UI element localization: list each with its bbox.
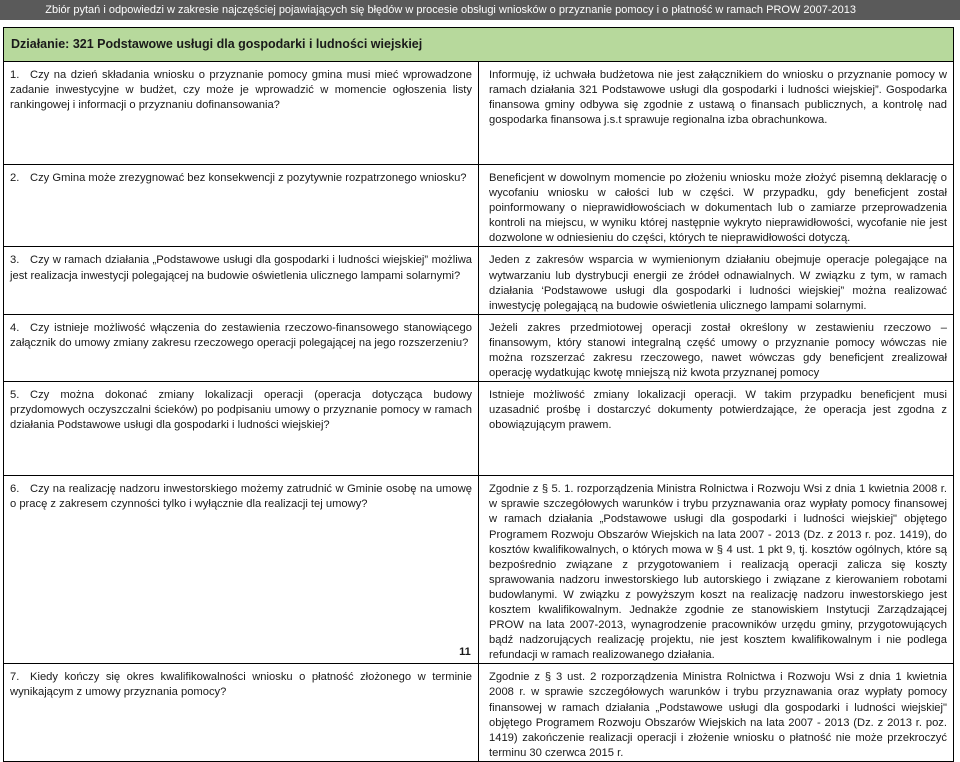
- question-text: Czy istnieje możliwość włączenia do zestawienia rzeczowo-finansowego stanowiącego załącznik do umowy zmiany zakresu rzeczowego operacji polegającej na jego rozszerzeniu?: [10, 321, 472, 349]
- table-row: [4, 664, 954, 762]
- question-text: Czy można dokonać zmiany lokalizacji operacji (operacja dotycząca budowy przydomowych oczyszczalni ścieków) po podpisaniu umowy o przyznanie pomocy w ramach działania Podstawowe usługi dla gospodarki i ludności wiejskiej?: [10, 389, 472, 432]
- answer-cell: [479, 382, 954, 476]
- page-number: 11: [459, 646, 471, 658]
- question-number: 4.: [10, 321, 20, 334]
- question-number: 7.: [10, 671, 20, 684]
- question-cell: [4, 247, 479, 314]
- question-text: Czy w ramach działania „Podstawowe usługi dla gospodarki i ludności wiejskiej” możliwa jest realizacja inwestycji polegającej na budowie oświetlenia ulicznego lampami solarnymi?: [10, 254, 472, 282]
- answer-cell: [479, 247, 954, 314]
- question-number: 3.: [10, 254, 20, 267]
- answer-cell: [479, 314, 954, 381]
- question-text: Czy na dzień składania wniosku o przyznanie pomocy gmina musi mieć wprowadzone zadanie inwestycyjne w budżet, czy może je wprowadzić w momencie ogłoszenia listy rankingowej i informacji o przyznaniu dofinansowania?: [10, 69, 472, 112]
- question-number: 6.: [10, 483, 20, 496]
- question-text: Czy Gmina może zrezygnować bez konsekwencji z pozytywnie rozpatrzonego wniosku?: [30, 172, 467, 184]
- question-cell: [4, 165, 479, 247]
- answer-cell: [479, 664, 954, 762]
- question-cell: [4, 382, 479, 476]
- answer-cell: [479, 476, 954, 664]
- answer-text: Beneficjent w dowolnym momencie po złożeniu wniosku może złożyć pisemną deklarację o wycofaniu wniosku w całości lub w części. W przypadku, gdy beneficjent został poinformowany o nieprawidłowościach w dokumentach lub o zamiarze przeprowadzenia kontroli na miejscu, w wyniku której następnie wykryto nieprawidłowości, wycofanie nie jest dozwolone w odniesieniu do części, których te nieprawidłowości dotyczą.: [489, 172, 947, 245]
- question-cell: [4, 476, 479, 664]
- answer-text: Jeden z zakresów wsparcia w wymienionym działaniu obejmuje operacje polegające na wytwarzaniu lub dystrybucji energii ze źródeł odnawialnych. W związku z tym, w ramach działania ‘Podstawowe usługi dla gospodarki i ludności wiejskiej” można realizować inwestycję polegającą na budowie oświetlenia ulicznego lampami solarnymi.: [489, 254, 947, 312]
- table-row: [4, 165, 954, 247]
- table-row: [4, 476, 954, 664]
- table-row: [4, 314, 954, 381]
- table-row: [4, 382, 954, 476]
- answer-text: Zgodnie z § 3 ust. 2 rozporządzenia Ministra Rolnictwa i Rozwoju Wsi z dnia 1 kwietnia 2008 r. w sprawie szczegółowych warunków i trybu przyznawania oraz wypłaty pomocy finansowej w ramach działania „Podstawowe usługi dla gospodarki i ludności wiejskiej" objętego Programem Rozwoju Obszarów Wiejskich na lata 2007 - 2013 (Dz. z 2013 r. poz. 1419) zakończenie realizacji operacji i złożenie wniosku o płatność nie może przekroczyć terminu 30 czerwca 2015 r.: [489, 671, 947, 759]
- question-number: 2.: [10, 172, 20, 184]
- question-cell: [4, 314, 479, 381]
- document-header-title: Zbiór pytań i odpowiedzi w zakresie najczęściej pojawiających się błędów w procesie obsługi wniosków o przyznanie pomocy i o płatność w ramach PROW 2007-2013: [45, 4, 856, 16]
- question-cell: [4, 664, 479, 762]
- answer-text: Zgodnie z § 5. 1. rozporządzenia Ministra Rolnictwa i Rozwoju Wsi z dnia 1 kwietnia 2008 r. w sprawie szczegółowych warunków i trybu przyznawania oraz wypłaty pomocy finansowej w ramach działania „Podstawowe usługi dla gospodarki i ludności wiejskiej" objętego Programem Rozwoju Obszarów Wiejskich na lata 2007 - 2013 (Dz. z 2013 r. poz. 1419), do kosztów kwalifikowalnych, o których mowa w § 4 ust. 1 pkt 9, tj. kosztów ogólnych, które są bezpośrednio związane z przygotowaniem i realizacją operacji zalicza się koszty sprawowania nadzoru inwestorskiego lub autorskiego i związane z kierowaniem robotami budowlanymi. W związku z powyższym koszt na realizację nadzoru inwestorskiego jest kosztem kwalifikowalnym. Jednakże zgodnie ze stanowiskiem Instytucji Zarządzającej PROW na lata 2007-2013, wynagrodzenie pracowników urzędu gminy, przygotowujących bądź nadzorujących realizację projektu, nie jest kosztem kwalifikowalnym i nie podlega refundacji w ramach realizowanego działania.: [489, 483, 947, 662]
- question-text: Czy na realizację nadzoru inwestorskiego możemy zatrudnić w Gminie osobę na umowę o pracę z zakresem czynności tylko i wyłącznie dla realizacji tej umowy?: [10, 483, 472, 511]
- table-row: [4, 62, 954, 165]
- section-title: Działanie: 321 Podstawowe usługi dla gospodarki i ludności wiejskiej: [4, 28, 954, 62]
- answer-text: Informuję, iż uchwała budżetowa nie jest załącznikiem do wniosku o przyznanie pomocy w ramach działania 321 Podstawowe usługi dla gospodarki i ludności wiejskiej”. Gospodarka finansowa gminy odbywa się zgodnie z ustawą o finansach publicznych, a kontrolę nad gospodarka finansowa j.s.t sprawuje regionalna izba obrachunkowa.: [489, 69, 947, 127]
- document-header-bar: [0, 0, 960, 20]
- answer-cell: [479, 62, 954, 165]
- answer-text: Jeżeli zakres przedmiotowej operacji został określony w zestawieniu rzeczowo – finansowym, który stanowi integralną część umowy o przyznanie pomocy wówczas nie można rozszerzać zakresu rzeczowego, nawet wówczas gdy beneficjent zrealizował operację wydatkując kwotę mniejszą niż kwota przyznanej pomocy: [489, 321, 947, 380]
- question-number: 1.: [10, 69, 20, 81]
- answer-cell: [479, 165, 954, 247]
- question-text: Kiedy kończy się okres kwalifikowalności wniosku o płatność złożonego w terminie wynikającym z umowy przyznania pomocy?: [10, 671, 472, 699]
- table-row: [4, 247, 954, 314]
- answer-text: Istnieje możliwość zmiany lokalizacji operacji. W takim przypadku beneficjent musi uzasadnić prośbę i dostarczyć dokumenty potwierdzające, że operacja jest zgodna z obowiązującym prawem.: [489, 389, 947, 432]
- question-number: 5.: [10, 389, 20, 402]
- question-cell: [4, 62, 479, 165]
